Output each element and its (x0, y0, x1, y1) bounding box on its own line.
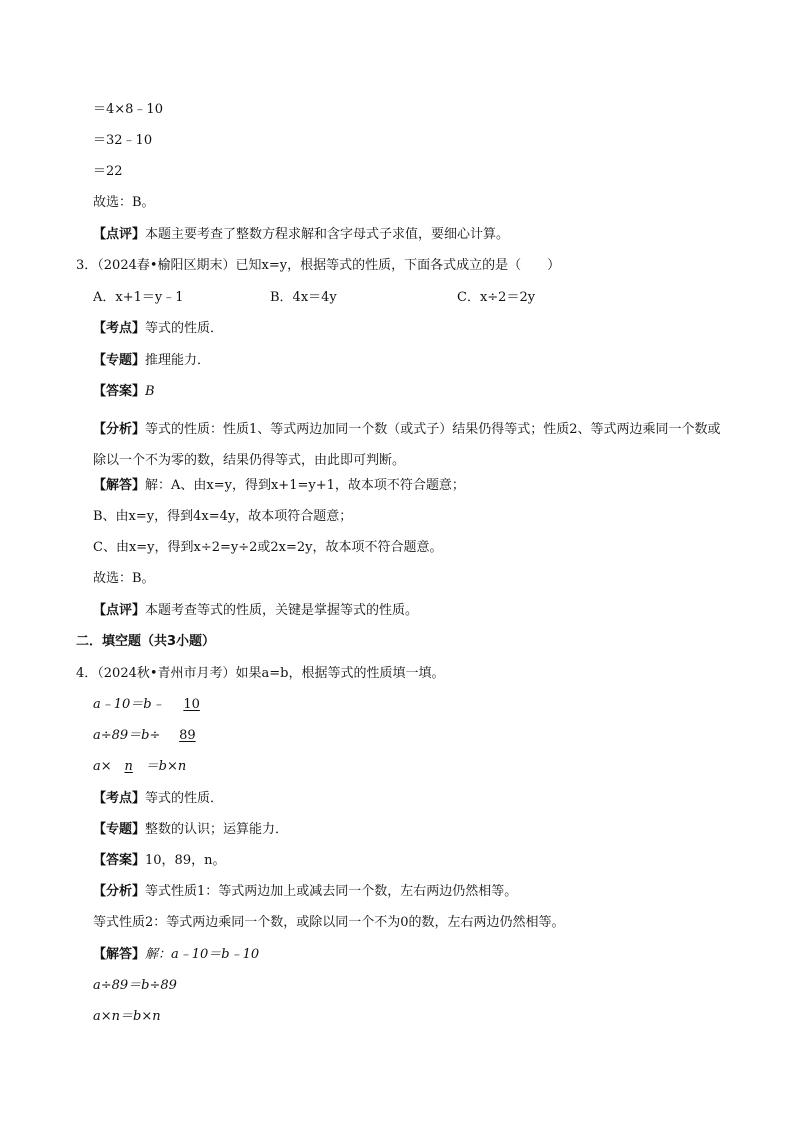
dianping-tag: 【点评】 (93, 603, 146, 618)
q3-option-c: C．x÷2＝2y (457, 290, 536, 305)
q3-stem: 3．（2024春•榆阳区期末）已知x=y，根据等式的性质，下面各式成立的是（ ） (76, 258, 561, 273)
fill-1-blank: 10 (183, 697, 200, 712)
q4-fill-1 (93, 696, 219, 714)
q4-fenxi-2: 等式性质2：等式两边乘同一个数，或除以同一个不为0的数，左右两边仍然相等。 (93, 915, 565, 930)
zhuanti-tag: 【专题】 (93, 353, 146, 368)
dianping-text: 本题考查等式的性质，关键是掌握等式的性质。 (145, 603, 419, 618)
q3-zhuanti (93, 352, 210, 370)
q4-jieda-3: a×n＝b×n (93, 1009, 161, 1024)
q3-jieda-3: C、由x=y，得到x÷2=y÷2或2x=2y，故本项不符合题意。 (93, 540, 443, 555)
zhuanti-text: 推理能力． (145, 353, 211, 368)
q3-option-b: B．4x＝4y (270, 290, 337, 305)
q4-kaodian (93, 790, 223, 808)
daan-tag: 【答案】 (93, 853, 146, 868)
q4-jieda-2: a÷89＝b÷89 (93, 978, 177, 993)
review-tag: 【点评】 (93, 227, 146, 242)
daan-text: B (145, 384, 155, 399)
zhuanti-text: 整数的认识；运算能力． (145, 822, 289, 837)
q3-kaodian (93, 320, 223, 338)
kaodian-tag: 【考点】 (93, 321, 146, 336)
q3-options (93, 289, 713, 307)
fill-2-expr: a÷89＝b÷ (93, 728, 161, 743)
kaodian-tag: 【考点】 (93, 791, 146, 806)
q3-dianping (93, 602, 418, 620)
q3-fenxi (93, 414, 723, 476)
q4-jieda-1 (93, 946, 259, 964)
fenxi-text: 等式性质1：等式两边加上或减去同一个数，左右两边仍然相等。 (145, 884, 518, 899)
q4-fenxi-1 (93, 883, 517, 901)
review-line (93, 226, 509, 244)
review-text: 本题主要考查了整数方程求解和含字母式子求值，要细心计算。 (145, 227, 510, 242)
fenxi-tag: 【分析】 (93, 422, 146, 437)
jieda-text-1: 解：A、由x=y，得到x+1=y+1，故本项不符合题意； (145, 478, 465, 493)
fill-3-blank: n (124, 759, 133, 774)
q4-stem: 4．（2024秋•青州市月考）如果a=b，根据等式的性质填一填。 (76, 666, 445, 681)
daan-tag: 【答案】 (93, 384, 146, 399)
q3-jieda-2: B、由x=y，得到4x=4y，故本项符合题意； (93, 509, 353, 524)
fill-3-expr-post: ＝b×n (145, 759, 187, 774)
q4-fill-3 (93, 758, 186, 776)
daan-text: 10，89，n。 (145, 853, 226, 868)
jieda-text-1: 解：a﹣10＝b﹣10 (145, 947, 260, 962)
q4-daan (93, 852, 225, 870)
fenxi-text: 等式的性质：性质1、等式两边加同一个数（或式子）结果仍得等式；性质2、等式两边乘同一个数或除以一个不为零的数，结果仍得等式，由此即可判断。 (93, 422, 721, 468)
kaodian-text: 等式的性质． (145, 791, 224, 806)
q4-zhuanti (93, 821, 288, 839)
calc-line-3: ＝22 (93, 164, 123, 179)
fill-3-expr-pre: a× (93, 759, 112, 774)
q3-daan (93, 383, 155, 401)
fenxi-tag: 【分析】 (93, 884, 146, 899)
section-heading: 二．填空题（共3小题） (76, 634, 216, 649)
jieda-tag: 【解答】 (93, 478, 146, 493)
kaodian-text: 等式的性质． (145, 321, 224, 336)
answer-choice-line: 故选：B。 (93, 195, 155, 210)
zhuanti-tag: 【专题】 (93, 822, 146, 837)
q3-guxuan: 故选：B。 (93, 571, 155, 586)
calc-line-1: ＝4×8﹣10 (93, 102, 163, 117)
q4-fill-2 (93, 727, 214, 745)
q3-jieda-1 (93, 477, 465, 495)
fill-1-expr: a﹣10＝b﹣ (93, 697, 165, 712)
calc-line-2: ＝32﹣10 (93, 133, 153, 148)
q3-option-a: A．x+1＝y﹣1 (93, 290, 184, 305)
fill-2-blank: 89 (179, 728, 196, 743)
jieda-tag: 【解答】 (93, 947, 146, 962)
